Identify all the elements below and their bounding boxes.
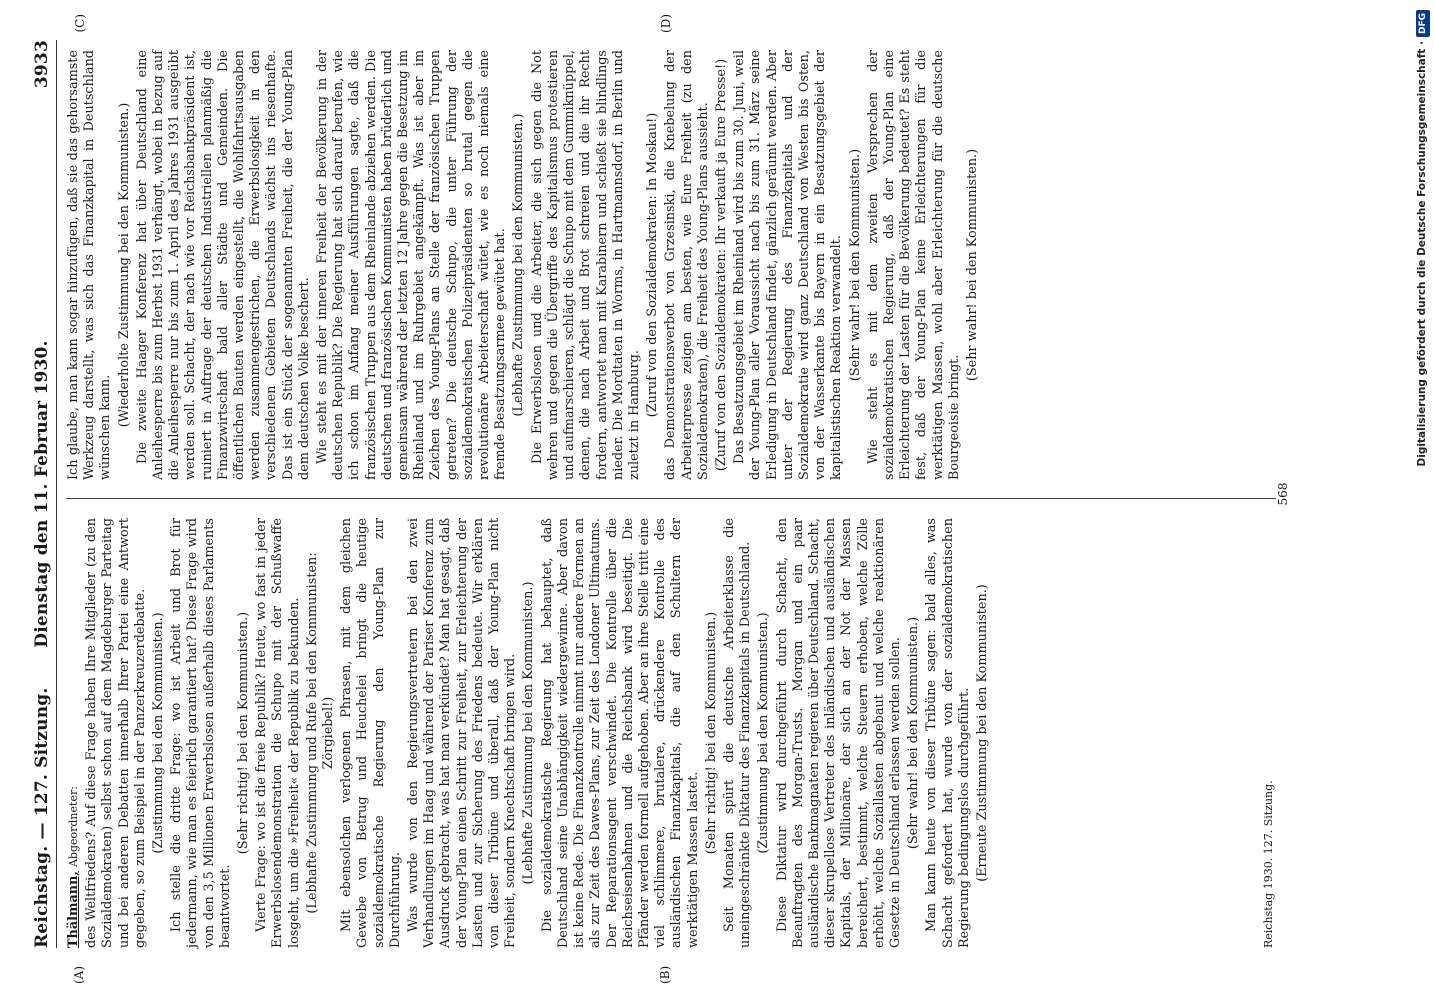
reaction: (Erneute Zustimmung bei den Kommunisten.)	[974, 584, 990, 882]
reaction: (Zustimmung bei den Kommunisten.)	[151, 612, 167, 854]
header-left: Reichstag. — 127. Sitzung.	[32, 687, 52, 948]
margin-letter-d: (D)	[659, 14, 673, 33]
paragraph: Die sozialdemokratische Regierung hat behauptet, daß Deutschland seine Unabhängigkeit wiedergewinne. Aber davon ist keine Rede. Die Finanzkontrolle nimmt nur andere Formen an als zur Zeit des Dawes-Plans, zur Zeit des Londoner Ultimatums. Der Reparationsagent verschwindet. Die Kontrolle über die Reichseisenbahnen und die Reichsbank wird beseitigt. Die Pfänder werden formell aufgehoben. Aber an ihre Stelle tritt eine viel schlimmere, brutalere, drückendere Kontrolle des ausländischen Finanzkapitals, die auf den Schultern der werktätigen Massen lastet.	[539, 518, 701, 948]
reaction: (Lebhafte Zustimmung bei den Kommunisten.)	[521, 581, 537, 885]
footer-session: Reichstag 1930. 127. Sitzung.	[1262, 780, 1275, 948]
paragraph: Die Erwerbslosen und die Arbeiter, die sich gegen die Not wehren und gegen die Übergriffe des Kapitalismus protestieren und aufmarschieren, schlägt die Schupo mit dem Gummiknüppel, denen, die nach Arbeit und Brot schreien und die ihr Recht fordern, antwortet man mit Karabinern und schießt sie blindlings nieder. Die Mordtaten in Worms, in Hartmannsdorf, in Berlin und zuletzt in Hamburg.	[529, 50, 642, 480]
margin-letter-a: (A)	[72, 965, 86, 984]
reaction: (Zustimmung bei den Kommunisten.)	[756, 612, 772, 854]
running-head	[28, 40, 58, 948]
reaction: (Zuruf von den Sozialdemokraten: In Moskau!)	[645, 112, 661, 418]
paragraph: Ich stelle die dritte Frage: wo ist Arbeit und Brot für jedermann, wie man es feierlich garantiert hat? Diese Frage wird von den 3,5 Millionen Erwerbslosen außerhalb dieses Parlaments beantwortet.	[169, 518, 233, 948]
paragraph: das Demonstrationsverbot von Grzesinski, die Knebelung der Arbeiterpresse zeigen am besten, wie Eure Freiheit (zu den Sozialdemokraten), die Freiheit des Young-Plans aussieht.	[663, 50, 711, 480]
paragraph: Wie steht es mit dem zweiten Versprechen der sozialdemokratischen Regierung, daß der Young-Plan eine Erleichterung der Lasten für die Bevölkerung bedeutet? Es steht fest, daß der Young-Plan keine Erleichterungen für die werktätigen Massen, wohl aber Erleichterung für die deutsche Bourgeoisie bringt.	[865, 50, 962, 480]
header-date: Dienstag den 11. Februar 1930.	[32, 340, 52, 648]
paragraph: des Weltfriedens? Auf diese Frage haben Ihre Mitglieder (zu den Sozialdemokraten) selbst schon auf dem Magdeburger Parteitag und bei anderen Debatten innerhalb Ihrer Partei eine Antwort gegeben, so zum Beispiel in der Panzerkreuzerdebatte.	[84, 518, 148, 948]
reaction: (Sehr richtig! bei den Kommunisten.)	[236, 611, 252, 855]
paragraph: Man kann heute von dieser Tribüne sagen: bald alles, was Schacht gefordert hat, wurde von der sozialdemokratischen Regierung bedingungslos durchgeführt.	[924, 518, 972, 948]
credit-text-wrap	[1412, 10, 1432, 990]
paragraph: Das Besatzungsgebiet im Rheinland wird bis zum 30. Juni, weil der Young-Plan aller Voraussicht nach bis zum 31. März seine Erledigung in Deutschland findet, gänzlich geräumt werden. Aber unter der Regierung des Finanzkapitals und der Sozialdemokratie wird ganz Deutschland von Westen bis Osten, von der Wasserkante bis Bayern in ein Besatzungsgebiet der kapitalistischen Reaktion verwandelt.	[732, 50, 845, 480]
reaction: (Wiederholte Zustimmung bei den Kommunisten.)	[116, 102, 132, 428]
left-column	[66, 518, 993, 948]
margin-letter-b: (B)	[658, 965, 672, 984]
paragraph: Die zweite Haager Konferenz hat über Deutschland eine Anleihesperre bis zum Herbst 1931 verhängt, wobei in bezug auf die Anleihesperre nur bis zum 1. April des Jahres 1931 ausgeübt werden soll. Schacht, der nach wie vor Reichsbankpräsident ist, ruiniert in Auftrage der deutschen Industriellen planmäßig die Finanzwirtschaft bald aller Städte und Gemeinden. Die öffentlichen Bauten werden eingestellt, die Wohlfahrtsausgaben werden zusammengestrichen, die Erwerbslosigkeit in den verschiedenen Gebieten Deutschlands wächst ins riesenhafte. Das ist ein Stück der sogenannten Freiheit, die der Young-Plan dem deutschen Volke beschert.	[134, 50, 312, 480]
margin-letter-c: (C)	[73, 14, 87, 33]
reaction: (Sehr richtig! bei den Kommunisten.)	[703, 611, 719, 855]
right-column	[66, 14, 983, 480]
reaction: (Lebhafte Zustimmung und Rufe bei den Kommunisten: Zörgiebel!)	[304, 552, 337, 914]
page-number: 3933	[32, 40, 52, 89]
paragraph: Seit Monaten spürt die deutsche Arbeiterklasse die uneingeschränkte Diktatur des Finanzkapitals in Deutschland.	[721, 518, 754, 948]
dfg-logo: DFG	[1416, 10, 1430, 37]
paragraph: Mit ebensolchen verlogenen Phrasen, mit dem gleichen Gewebe von Betrug und Heuchelei bringt die heutige sozialdemokratische Regierung den Young-Plan zur Durchführung.	[339, 518, 403, 948]
text-columns	[66, 14, 1296, 984]
paragraph: Diese Diktatur wird durchgeführt durch Schacht, den Beauftragten des Morgan-Trusts. Morgan und ein paar ausländische Bankmagnaten regieren über Deutschland. Schacht, dieser skrupellose Vertreter des inländischen und ausländischen Kapitals, der Millionäre, der sich an der Not der Massen bereichert, bestimmt, welche Steuern erhoben, welche Zölle erhöht, welche Soziallasten abgebaut und welche reaktionären Gesetze in Deutschland erlassen werden sollen.	[774, 518, 903, 948]
paragraph: Wie steht es mit der inneren Freiheit der Bevölkerung in der deutschen Republik? Die Regierung hat sich darauf berufen, wie ich schon im Anfang meiner Ausführungen sagte, daß die französischen Truppen aus dem Rheinlande abziehen werden. Die deutschen und französischen Kommunisten haben brüderlich und gemeinsam während der letzten 12 Jahre gegen die Besetzung im Rheinland und im Ruhrgebiet angekämpft. Was ist aber im Zeichen des Young-Plans an Stelle der französischen Truppen getreten? Die deutsche Schupo, die unter Führung der sozialdemokratischen Polizeipräsidenten so brutal gegen die revolutionäre Arbeiterschaft wütet, wie es noch niemals eine fremde Besatzungsarmee gewütet hat.	[315, 50, 509, 480]
digitization-credit	[1412, 10, 1432, 990]
reaction: (Sehr wahr! bei den Kommunisten.)	[847, 148, 863, 382]
header-rule	[56, 40, 57, 948]
speaker-name: Thälmann,	[66, 871, 81, 948]
reaction: (Lebhafte Zustimmung bei den Kommunisten.)	[511, 113, 527, 417]
footer-page-number: 568	[1276, 482, 1290, 506]
speaker-role: Abgeordneter:	[67, 786, 80, 868]
reaction: (Sehr wahr! bei den Kommunisten.)	[906, 616, 922, 850]
paragraph: Ich glaube, man kann sogar hinzufügen, daß sie das gehorsamste Werkzeug darstellt, was sich das Finanzkapital in Deutschland wünschen kann.	[66, 50, 114, 480]
speaker-line	[66, 518, 82, 948]
reaction: (Zuruf von den Sozialdemokraten: Ihr verkauft ja Eure Presse!)	[713, 58, 729, 472]
paragraph: Vierte Frage: wo ist die freie Republik? Heute, wo fast in jeder Erwerbslosendemonstration die Schupo mit der Schußwaffe losgeht, um die »Freiheit« der Republik zu bekunden.	[254, 518, 302, 948]
column-divider	[66, 498, 1276, 499]
reaction: (Sehr wahr! bei den Kommunisten.)	[964, 148, 980, 382]
paragraph: Was wurde von den Regierungsvertretern bei den zwei Verhandlungen im Haag und während der Pariser Konferenz zum Ausdruck gebracht, was hat man verkündet? Man hat gesagt, daß der Young-Plan einen Schritt zur Freiheit, zur Erleichterung der Lasten und zur Sicherung des Friedens bedeute. Wir erklären von dieser Tribüne und überall, daß der Young-Plan nicht Freiheit, sondern Knechtschaft bringen wird.	[406, 518, 519, 948]
credit-text: Digitalisierung gefördert durch die Deutsche Forschungsgemeinschaft ·	[1416, 41, 1428, 467]
